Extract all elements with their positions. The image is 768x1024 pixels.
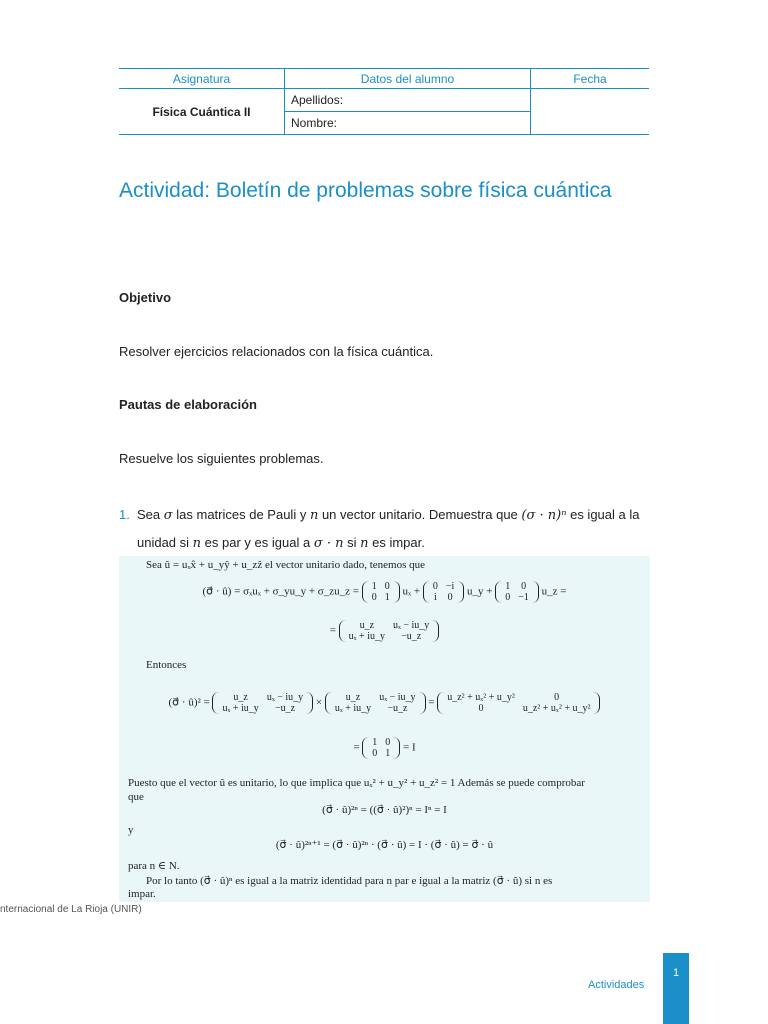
matrix-result: u_z² + uₓ² + u_y² 0 0 u_z² + uₓ² + u_y² [437,692,600,714]
solution-y: y [128,824,134,836]
footer-section: Actividades [588,979,645,991]
header-col-date: Fecha [531,69,650,89]
solution-eq-4: = 1 0 0 1 = I [353,737,416,759]
objective-text: Resolver ejercicios relacionados con la física cuántica. [119,344,434,359]
guidelines-heading: Pautas de elaboración [119,397,257,412]
solution-para-1b: que [128,791,144,803]
header-col-student: Datos del alumno [285,69,531,89]
solution-para-1: Puesto que el vector û es unitario, lo que implica que uₓ² + u_y² + u_z² = 1 Además se puede comprobar [128,777,585,789]
solution-eq-6: (σ⃗ · û)²ⁿ⁺¹ = (σ⃗ · û)²ⁿ · (σ⃗ · û) = I · (σ⃗ · û) = σ⃗ · û [275,839,494,851]
subject-cell: Física Cuántica II [119,89,285,135]
header-col-subject: Asignatura [119,69,285,89]
guidelines-text: Resuelve los siguientes problemas. [119,451,324,466]
surnames-field[interactable]: Apellidos: [285,89,531,112]
date-field[interactable] [531,89,650,135]
problem-1 [119,501,654,557]
solution-eq-2: = u_z uₓ − iu_y uₓ + iu_y −u_z [119,620,650,642]
solution-para-3: Por lo tanto (σ⃗ · û)ⁿ es igual a la matriz identidad para n par e igual a la matriz (σ⃗ · û) si n es [146,875,553,887]
solution-eq-5: (σ⃗ · û)²ⁿ = ((σ⃗ · û)²)ⁿ = Iⁿ = I [322,804,447,816]
header-table [119,68,649,135]
solution-para-2: para n ∈ N. [128,860,180,872]
matrix-u: u_z uₓ − iu_y uₓ + iu_y −u_z [339,620,440,642]
name-field[interactable]: Nombre: [285,112,531,135]
solution-eq-1: (σ⃗ · û) = σₓuₓ + σ_yu_y + σ_zu_z = 1 0 0 1 uₓ + 0 −i i 0 u_y + 1 0 0 −1 u_z = [202,581,567,603]
solution-para-3b: impar. [128,888,156,900]
matrix-sigma-x: 1 0 0 1 [362,581,400,603]
footer-institution: nternacional de La Rioja (UNIR) [0,904,142,915]
page-number: 1 [663,953,689,1024]
solution-eq-3: (σ⃗ · û)² = u_z uₓ − iu_y uₓ + iu_y −u_z × u_z uₓ − iu_y uₓ + iu_y −u_z = u_z² + uₓ² + u_y² 0 0 u_z² + uₓ² + u_y² [119,692,650,714]
page-title: Actividad: Boletín de problemas sobre física cuántica [119,179,612,202]
solution-line-1: Sea û = uₓx̂ + u_yŷ + u_zẑ el vector unitario dado, tenemos que [146,559,426,571]
matrix-sigma-y: 0 −i i 0 [423,581,464,603]
problem-statement: Sea σ las matrices de Pauli y n un vector unitario. Demuestra que (σ · n)ⁿ es igual a la unidad si n es par y es igual a σ · n si n es impar. [137,507,640,551]
solution-image [119,556,650,902]
problem-number: 1. [119,507,130,522]
solution-entonces: Entonces [146,659,187,671]
objective-heading: Objetivo [119,290,172,305]
matrix-identity: 1 0 0 1 [362,737,400,759]
matrix-sigma-z: 1 0 0 −1 [495,581,539,603]
